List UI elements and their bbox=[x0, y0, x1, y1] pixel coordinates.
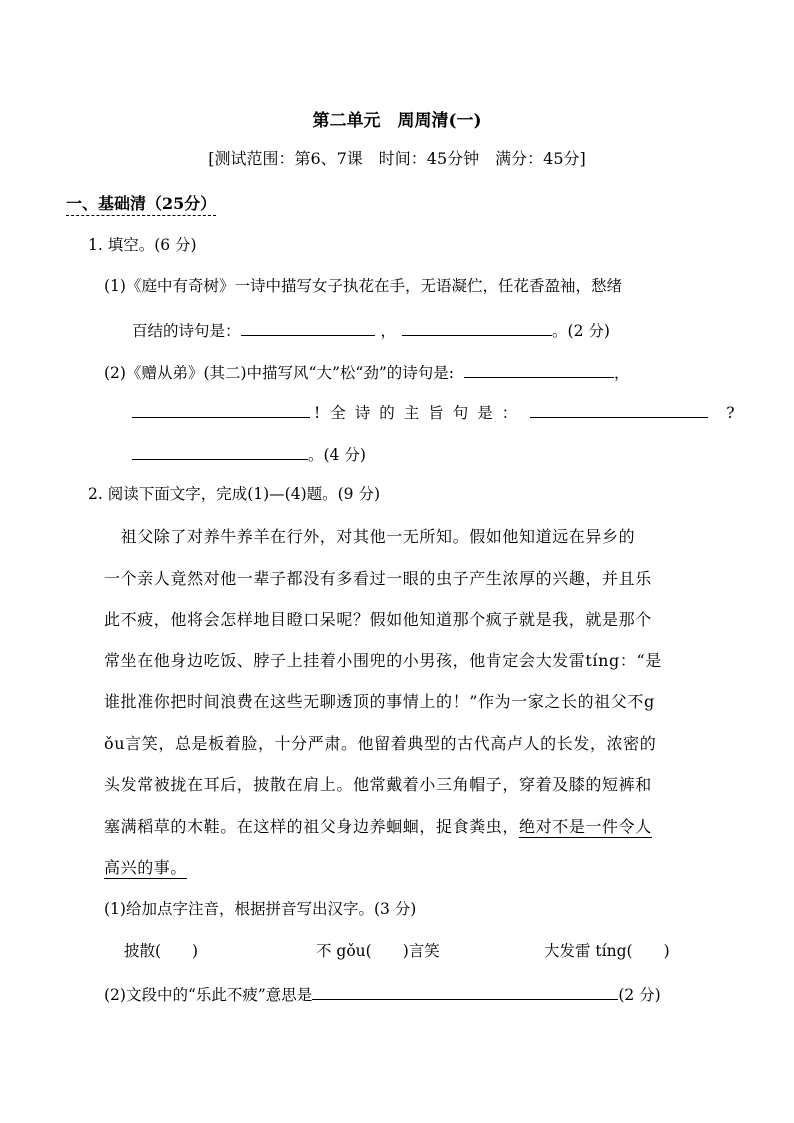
subquestion-2-label: (2)文段中的“乐此不疲”意思是 bbox=[104, 986, 313, 1004]
q1p2-comma: ， bbox=[613, 364, 630, 382]
question-1-part-1-line-1: (1)《庭中有奇树》一诗中描写女子执花在手，无语凝伫，任花香盈袖，愁绪 bbox=[104, 277, 622, 295]
answer-blank[interactable] bbox=[132, 441, 308, 460]
q1p1-separator: ， bbox=[380, 322, 397, 340]
q1p1-prefix: 百结的诗句是： bbox=[132, 322, 241, 340]
subquestion-1-label: (1)给加点字注音，根据拼音写出汉字。(3 分) bbox=[104, 900, 417, 918]
passage-line bbox=[104, 855, 187, 878]
question-1-part-1-line-2 bbox=[132, 317, 610, 341]
test-scope-line: [测试范围：第6、7课 时间：45分钟 满分：45分] bbox=[208, 149, 586, 168]
passage-line: 头发常被拢在耳后，披散在肩上。他常戴着小三角帽子，穿着及膝的短裤和 bbox=[104, 775, 652, 794]
subquestion-2-score: (2 分) bbox=[618, 986, 661, 1004]
passage-text: 塞满稻草的木鞋。在这样的祖父身边养蛔蛔，捉食粪虫， bbox=[104, 817, 520, 836]
q1p1-suffix: 。(2 分) bbox=[552, 322, 610, 340]
answer-blank[interactable] bbox=[241, 317, 375, 336]
answer-blank[interactable] bbox=[312, 981, 618, 1000]
passage-line bbox=[104, 814, 652, 837]
question-1-part-2-line-3 bbox=[132, 441, 366, 465]
passage-line: 此不疲，他将会怎样地目瞪口呆呢？假如他知道那个疯子就是我，就是那个 bbox=[104, 610, 652, 629]
page-title: 第二单元 周周清(一) bbox=[312, 111, 482, 131]
question-1-label: 1. 填空。(6 分) bbox=[88, 236, 197, 254]
answer-blank[interactable] bbox=[530, 399, 708, 418]
question-1-part-2-line-2 bbox=[132, 399, 735, 423]
section-heading-basics: 一、基础清（25分） bbox=[66, 191, 216, 216]
passage-line: 谁批准你把时间浪费在这些无聊透顶的事情上的！”作为一家之长的祖父不g bbox=[104, 692, 655, 711]
subquestion-1-item-ting: 大发雷 tíng( ) bbox=[544, 942, 670, 960]
passage-line: ǒu言笑，总是板着脸，十分严肃。他留着典型的古代高卢人的长发，浓密的 bbox=[104, 734, 657, 753]
question-2-label: 2. 阅读下面文字，完成(1)—(4)题。(9 分) bbox=[88, 485, 381, 503]
passage-line: 一个亲人竟然对他一辈子都没有多看过一眼的虫子产生浓厚的兴趣，并且乐 bbox=[104, 569, 652, 588]
subquestion-1-item-pisan: 披散( ) bbox=[124, 942, 199, 960]
answer-blank[interactable] bbox=[464, 359, 614, 378]
q1p2-prefix: (2)《赠从弟》(其二)中描写风“大”松“劲”的诗句是: bbox=[104, 364, 454, 382]
passage-underlined-sentence: 绝对不是一件令人 bbox=[519, 817, 652, 836]
answer-blank[interactable] bbox=[132, 399, 310, 418]
passage-line: 祖父除了对养牛养羊在行外，对其他一无所知。假如他知道远在异乡的 bbox=[104, 527, 636, 546]
subquestion-1-item-gou: 不 gǒu( )言笑 bbox=[316, 942, 440, 960]
q1p2-question: ? bbox=[726, 404, 735, 422]
answer-blank[interactable] bbox=[402, 317, 552, 336]
q1p2-exclaim: ! bbox=[314, 404, 321, 422]
passage-underlined-sentence-end: 高兴的事。 bbox=[104, 858, 188, 877]
question-1-part-2-line-1 bbox=[104, 359, 630, 383]
subquestion-2-line bbox=[104, 981, 661, 1005]
q1p2-suffix: 。(4 分) bbox=[308, 446, 366, 464]
passage-line: 常坐在他身边吃饭、脖子上挂着小围兜的小男孩，他肯定会大发雷tíng：“是 bbox=[104, 651, 662, 670]
q1p2-theme-text: 全诗的主旨句是： bbox=[330, 404, 527, 422]
